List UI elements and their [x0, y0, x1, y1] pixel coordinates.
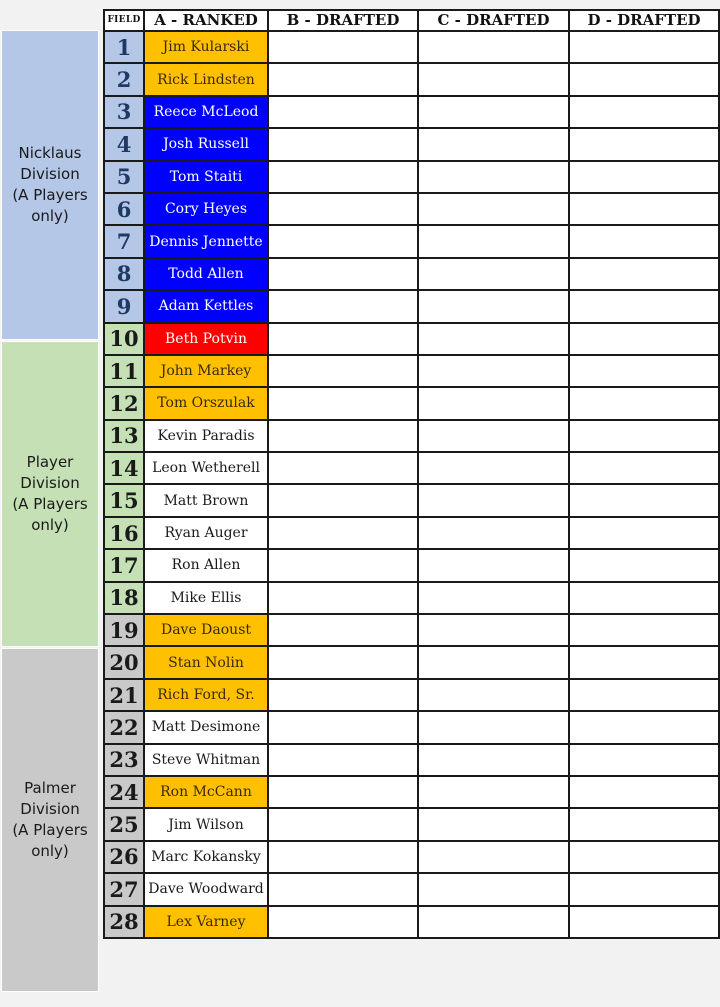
drafted-b-cell[interactable]	[268, 582, 418, 614]
drafted-b-cell[interactable]	[268, 711, 418, 743]
table-row	[104, 31, 719, 63]
drafted-b-cell[interactable]	[268, 808, 418, 840]
drafted-d-cell[interactable]	[569, 128, 719, 160]
drafted-b-cell[interactable]	[268, 31, 418, 63]
field-number: 18	[104, 582, 144, 614]
table-row	[104, 646, 719, 678]
field-number: 23	[104, 744, 144, 776]
ranked-player-name[interactable]: Dave Woodward	[144, 873, 268, 905]
ranked-player-name[interactable]: Matt Desimone	[144, 711, 268, 743]
field-number: 3	[104, 96, 144, 128]
table-row	[104, 161, 719, 193]
ranked-player-name[interactable]: Tom Staiti	[144, 161, 268, 193]
drafted-d-cell[interactable]	[569, 873, 719, 905]
drafted-b-cell[interactable]	[268, 290, 418, 322]
field-number: 27	[104, 873, 144, 905]
drafted-d-cell[interactable]	[569, 420, 719, 452]
field-number: 24	[104, 776, 144, 808]
drafted-d-cell[interactable]	[569, 63, 719, 95]
drafted-b-cell[interactable]	[268, 646, 418, 678]
drafted-d-cell[interactable]	[569, 841, 719, 873]
ranked-player-name[interactable]: Dennis Jennette	[144, 225, 268, 257]
table-row	[104, 679, 719, 711]
drafted-b-cell[interactable]	[268, 96, 418, 128]
drafted-d-cell[interactable]	[569, 452, 719, 484]
ranked-player-name[interactable]: Jim Kularski	[144, 31, 268, 63]
ranked-player-name[interactable]: Matt Brown	[144, 484, 268, 516]
drafted-b-cell[interactable]	[268, 744, 418, 776]
ranked-player-name[interactable]: Ron McCann	[144, 776, 268, 808]
drafted-b-cell[interactable]	[268, 323, 418, 355]
table-row	[104, 96, 719, 128]
drafted-d-cell[interactable]	[569, 744, 719, 776]
drafted-c-cell[interactable]	[418, 96, 569, 128]
table-row	[104, 841, 719, 873]
drafted-b-cell[interactable]	[268, 128, 418, 160]
ranked-player-name[interactable]: Steve Whitman	[144, 744, 268, 776]
ranked-player-name[interactable]: Mike Ellis	[144, 582, 268, 614]
drafted-d-cell[interactable]	[569, 323, 719, 355]
drafted-b-cell[interactable]	[268, 258, 418, 290]
drafted-c-cell[interactable]	[418, 841, 569, 873]
drafted-c-cell[interactable]	[418, 63, 569, 95]
drafted-d-cell[interactable]	[569, 517, 719, 549]
table-row	[104, 420, 719, 452]
drafted-c-cell[interactable]	[418, 711, 569, 743]
drafted-b-cell[interactable]	[268, 452, 418, 484]
drafted-c-cell[interactable]	[418, 744, 569, 776]
table-row	[104, 355, 719, 387]
ranked-player-name[interactable]: Reece McLeod	[144, 96, 268, 128]
table-row	[104, 323, 719, 355]
division-palmer	[1, 648, 99, 992]
drafted-d-cell[interactable]	[569, 646, 719, 678]
drafted-d-cell[interactable]	[569, 679, 719, 711]
drafted-c-cell[interactable]	[418, 290, 569, 322]
ranked-player-name[interactable]: Beth Potvin	[144, 323, 268, 355]
drafted-b-cell[interactable]	[268, 161, 418, 193]
table-row	[104, 258, 719, 290]
header-a-ranked: A - RANKED	[144, 10, 268, 31]
drafted-c-cell[interactable]	[418, 906, 569, 938]
field-number: 6	[104, 193, 144, 225]
field-number: 21	[104, 679, 144, 711]
table-row	[104, 517, 719, 549]
drafted-b-cell[interactable]	[268, 355, 418, 387]
field-number: 14	[104, 452, 144, 484]
drafted-b-cell[interactable]	[268, 906, 418, 938]
ranked-player-name[interactable]: Jim Wilson	[144, 808, 268, 840]
drafted-b-cell[interactable]	[268, 873, 418, 905]
drafted-c-cell[interactable]	[418, 776, 569, 808]
header-field: FIELD	[104, 10, 144, 31]
field-number: 4	[104, 128, 144, 160]
division-player	[1, 341, 99, 647]
drafted-d-cell[interactable]	[569, 31, 719, 63]
drafted-d-cell[interactable]	[569, 193, 719, 225]
table-row	[104, 614, 719, 646]
table-row	[104, 452, 719, 484]
drafted-b-cell[interactable]	[268, 614, 418, 646]
drafted-c-cell[interactable]	[418, 679, 569, 711]
ranked-player-name[interactable]: Dave Daoust	[144, 614, 268, 646]
table-row	[104, 711, 719, 743]
field-number: 19	[104, 614, 144, 646]
drafted-c-cell[interactable]	[418, 161, 569, 193]
drafted-d-cell[interactable]	[569, 290, 719, 322]
field-number: 9	[104, 290, 144, 322]
draft-table	[103, 9, 720, 939]
ranked-player-name[interactable]: Kevin Paradis	[144, 420, 268, 452]
drafted-d-cell[interactable]	[569, 258, 719, 290]
ranked-player-name[interactable]: John Markey	[144, 355, 268, 387]
field-number: 1	[104, 31, 144, 63]
drafted-b-cell[interactable]	[268, 193, 418, 225]
header-row	[104, 10, 719, 31]
drafted-c-cell[interactable]	[418, 614, 569, 646]
ranked-player-name[interactable]: Todd Allen	[144, 258, 268, 290]
ranked-player-name[interactable]: Leon Wetherell	[144, 452, 268, 484]
drafted-b-cell[interactable]	[268, 387, 418, 419]
drafted-c-cell[interactable]	[418, 258, 569, 290]
drafted-c-cell[interactable]	[418, 387, 569, 419]
table-row	[104, 808, 719, 840]
drafted-d-cell[interactable]	[569, 808, 719, 840]
ranked-player-name[interactable]: Adam Kettles	[144, 290, 268, 322]
drafted-c-cell[interactable]	[418, 31, 569, 63]
field-number: 10	[104, 323, 144, 355]
drafted-c-cell[interactable]	[418, 646, 569, 678]
field-number: 16	[104, 517, 144, 549]
field-number: 17	[104, 549, 144, 581]
drafted-d-cell[interactable]	[569, 225, 719, 257]
drafted-b-cell[interactable]	[268, 776, 418, 808]
field-number: 7	[104, 225, 144, 257]
drafted-c-cell[interactable]	[418, 420, 569, 452]
field-number: 15	[104, 484, 144, 516]
drafted-d-cell[interactable]	[569, 484, 719, 516]
ranked-player-name[interactable]: Josh Russell	[144, 128, 268, 160]
table-row	[104, 582, 719, 614]
drafted-c-cell[interactable]	[418, 323, 569, 355]
field-number: 12	[104, 387, 144, 419]
table-row	[104, 906, 719, 938]
table-row	[104, 484, 719, 516]
drafted-d-cell[interactable]	[569, 711, 719, 743]
drafted-b-cell[interactable]	[268, 549, 418, 581]
ranked-player-name[interactable]: Ron Allen	[144, 549, 268, 581]
drafted-c-cell[interactable]	[418, 873, 569, 905]
table-row	[104, 128, 719, 160]
field-number: 13	[104, 420, 144, 452]
field-number: 20	[104, 646, 144, 678]
ranked-player-name[interactable]: Stan Nolin	[144, 646, 268, 678]
drafted-c-cell[interactable]	[418, 808, 569, 840]
table-row	[104, 193, 719, 225]
drafted-d-cell[interactable]	[569, 906, 719, 938]
ranked-player-name[interactable]: Marc Kokansky	[144, 841, 268, 873]
drafted-b-cell[interactable]	[268, 63, 418, 95]
field-number: 5	[104, 161, 144, 193]
drafted-c-cell[interactable]	[418, 484, 569, 516]
drafted-d-cell[interactable]	[569, 614, 719, 646]
field-number: 26	[104, 841, 144, 873]
division-nicklaus-label: Nicklaus Division (A Players only)	[12, 144, 88, 225]
drafted-c-cell[interactable]	[418, 193, 569, 225]
drafted-b-cell[interactable]	[268, 420, 418, 452]
drafted-b-cell[interactable]	[268, 484, 418, 516]
drafted-c-cell[interactable]	[418, 549, 569, 581]
drafted-d-cell[interactable]	[569, 355, 719, 387]
table-row	[104, 387, 719, 419]
table-row	[104, 776, 719, 808]
field-number: 25	[104, 808, 144, 840]
table-row	[104, 63, 719, 95]
drafted-c-cell[interactable]	[418, 225, 569, 257]
drafted-d-cell[interactable]	[569, 776, 719, 808]
table-row	[104, 290, 719, 322]
table-body	[104, 31, 719, 938]
drafted-c-cell[interactable]	[418, 128, 569, 160]
drafted-c-cell[interactable]	[418, 582, 569, 614]
table-row	[104, 549, 719, 581]
field-number: 8	[104, 258, 144, 290]
field-number: 2	[104, 63, 144, 95]
drafted-c-cell[interactable]	[418, 517, 569, 549]
field-number: 28	[104, 906, 144, 938]
drafted-d-cell[interactable]	[569, 582, 719, 614]
table-row	[104, 873, 719, 905]
division-player-label: Player Division (A Players only)	[12, 453, 88, 534]
ranked-player-name[interactable]: Ryan Auger	[144, 517, 268, 549]
ranked-player-name[interactable]: Rich Ford, Sr.	[144, 679, 268, 711]
ranked-player-name[interactable]: Lex Varney	[144, 906, 268, 938]
drafted-c-cell[interactable]	[418, 355, 569, 387]
ranked-player-name[interactable]: Cory Heyes	[144, 193, 268, 225]
drafted-b-cell[interactable]	[268, 517, 418, 549]
division-nicklaus	[1, 30, 99, 340]
drafted-b-cell[interactable]	[268, 841, 418, 873]
drafted-d-cell[interactable]	[569, 161, 719, 193]
field-number: 11	[104, 355, 144, 387]
table-row	[104, 744, 719, 776]
ranked-player-name[interactable]: Rick Lindsten	[144, 63, 268, 95]
drafted-b-cell[interactable]	[268, 679, 418, 711]
division-palmer-label: Palmer Division (A Players only)	[12, 779, 88, 860]
drafted-c-cell[interactable]	[418, 452, 569, 484]
header-d-drafted: D - DRAFTED	[569, 10, 719, 31]
field-number: 22	[104, 711, 144, 743]
header-b-drafted: B - DRAFTED	[268, 10, 418, 31]
drafted-d-cell[interactable]	[569, 387, 719, 419]
table-row	[104, 225, 719, 257]
drafted-b-cell[interactable]	[268, 225, 418, 257]
ranked-player-name[interactable]: Tom Orszulak	[144, 387, 268, 419]
drafted-d-cell[interactable]	[569, 549, 719, 581]
drafted-d-cell[interactable]	[569, 96, 719, 128]
header-c-drafted: C - DRAFTED	[418, 10, 569, 31]
